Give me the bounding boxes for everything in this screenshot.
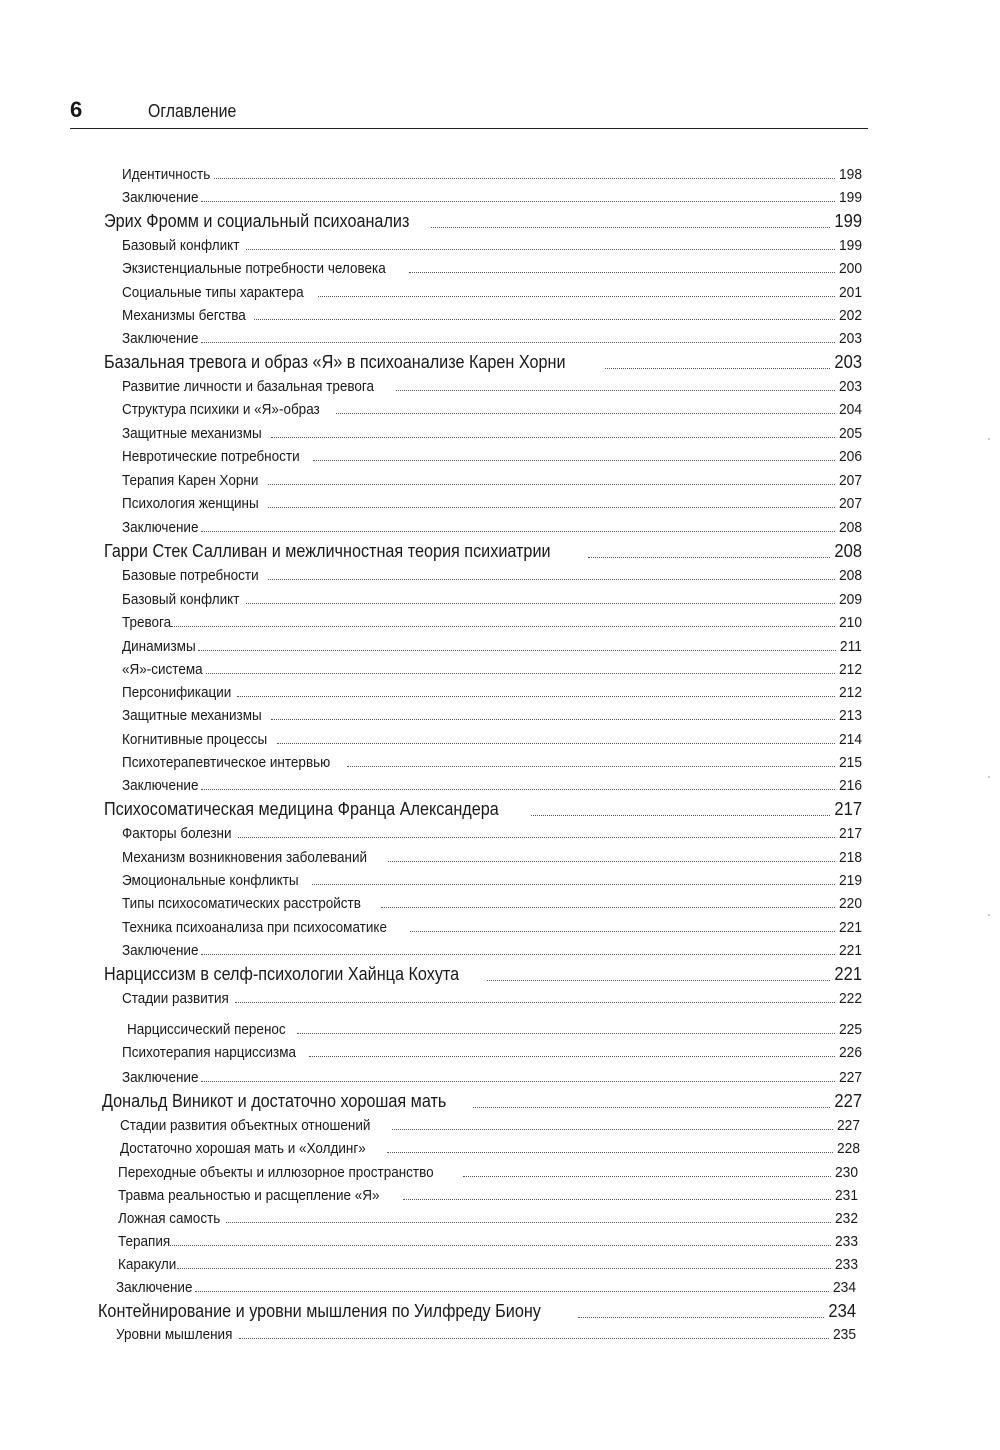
- dot-leader: [336, 413, 835, 414]
- dot-leader: [201, 789, 835, 790]
- toc-entry-title: Базовый конфликт: [122, 236, 240, 254]
- toc-entry-title: Психотерапевтическое интервью: [122, 753, 331, 771]
- dot-leader: [268, 579, 835, 580]
- dot-leader: [201, 201, 835, 202]
- toc-entry-page: 214: [838, 730, 862, 748]
- toc-section: [122, 587, 862, 609]
- dot-leader: [578, 1317, 824, 1318]
- toc-entry-title: Защитные механизмы: [122, 424, 262, 442]
- toc-section: [122, 162, 862, 184]
- toc-entry-title: Техника психоанализа при психосоматике: [122, 918, 387, 936]
- toc-section: [122, 280, 862, 302]
- dot-leader: [410, 931, 835, 932]
- toc-entry-title: Заключение: [122, 776, 199, 794]
- dot-leader: [235, 1002, 835, 1003]
- dot-leader: [268, 507, 835, 508]
- dot-leader: [396, 390, 835, 391]
- dot-leader: [312, 884, 835, 885]
- toc-section: [122, 703, 862, 725]
- toc-section: [127, 1017, 862, 1039]
- toc-entry-title: Заключение: [116, 1278, 193, 1296]
- toc-entry-page: 199: [834, 211, 862, 232]
- scan-speck: [988, 914, 990, 916]
- dot-leader: [318, 296, 835, 297]
- toc-entry-title: Ложная самость: [118, 1209, 221, 1227]
- toc-entry-title: Эмоциональные конфликты: [122, 871, 299, 889]
- toc-section: [122, 1040, 862, 1062]
- scan-speck: [988, 438, 990, 440]
- running-title: Оглавление: [148, 101, 237, 121]
- toc-entry-title: Каракули: [118, 1255, 177, 1273]
- toc-entry-title: Когнитивные процессы: [122, 730, 268, 748]
- toc-entry-page: 216: [838, 776, 862, 794]
- toc-entry-title: Травма реальностью и расщепление «Я»: [118, 1186, 380, 1204]
- toc-section: [122, 727, 862, 749]
- toc-entry-page: 230: [834, 1163, 858, 1181]
- toc-section: [116, 1322, 856, 1344]
- dot-leader: [392, 1129, 833, 1130]
- toc-section: [120, 1136, 860, 1158]
- toc-entry-title: Типы психосоматических расстройств: [122, 894, 361, 912]
- scan-speck: [988, 776, 990, 778]
- toc-entry-title: Переходные объекты и иллюзорное пространство: [118, 1163, 434, 1181]
- dot-leader: [177, 1268, 831, 1269]
- toc-entry-title: Базальная тревога и образ «Я» в психоанализе Карен Хорни: [104, 352, 566, 373]
- toc-entry-page: 217: [838, 824, 862, 842]
- toc-entry-page: 227: [836, 1116, 860, 1134]
- toc-section: [118, 1160, 858, 1182]
- toc-entry-title: Базовые потребности: [122, 566, 259, 584]
- toc-entry-page: 233: [834, 1255, 858, 1273]
- dot-leader: [313, 460, 835, 461]
- toc-entry-page: 207: [838, 494, 862, 512]
- toc-entry-title: Персонификации: [122, 683, 232, 701]
- toc-section: [122, 397, 862, 419]
- toc-entry-title: Терапия: [118, 1232, 171, 1250]
- dot-leader: [268, 484, 835, 485]
- dot-leader: [195, 1291, 829, 1292]
- dot-leader: [277, 743, 835, 744]
- toc-entry-title: Стадии развития объектных отношений: [120, 1116, 371, 1134]
- dot-leader: [431, 227, 830, 228]
- dot-leader: [198, 650, 836, 651]
- dot-leader: [237, 696, 835, 697]
- dot-leader: [605, 368, 830, 369]
- dot-leader: [388, 861, 835, 862]
- toc-entry-title: Защитные механизмы: [122, 706, 262, 724]
- toc-entry-title: Идентичность: [122, 165, 211, 183]
- toc-section: [116, 1275, 856, 1297]
- toc-section: [122, 868, 862, 890]
- toc-entry-page: 209: [838, 590, 862, 608]
- toc-entry-page: 221: [838, 941, 862, 959]
- toc-section: [118, 1206, 858, 1228]
- toc-section: [122, 256, 862, 278]
- toc-entry-title: Гарри Стек Салливан и межличностная теория психиатрии: [104, 541, 551, 562]
- toc-section: [122, 233, 862, 255]
- toc-entry-page: 234: [832, 1278, 856, 1296]
- toc-entry-page: 228: [836, 1139, 860, 1157]
- dot-leader: [201, 954, 835, 955]
- toc-entry-title: Нарциссический перенос: [127, 1020, 286, 1038]
- toc-section: [122, 845, 862, 867]
- dot-leader: [246, 249, 835, 250]
- toc-entry-page: 225: [838, 1020, 862, 1038]
- toc-chapter: [102, 1089, 862, 1113]
- toc-entry-page: 202: [838, 306, 862, 324]
- toc-entry-page: 232: [834, 1209, 858, 1227]
- toc-section: [122, 680, 862, 702]
- dot-leader: [271, 437, 835, 438]
- toc-entry-title: Структура психики и «Я»-образ: [122, 400, 320, 418]
- toc-entry-page: 215: [838, 753, 862, 771]
- toc-section: [122, 1065, 862, 1087]
- toc-entry-page: 203: [838, 377, 862, 395]
- toc-entry-page: 227: [834, 1091, 862, 1112]
- dot-leader: [403, 1199, 831, 1200]
- dot-leader: [254, 319, 835, 320]
- toc-section: [122, 185, 862, 207]
- dot-leader: [201, 342, 835, 343]
- toc-section: [122, 468, 862, 490]
- dot-leader: [226, 1222, 831, 1223]
- toc-entry-title: Динамизмы: [122, 637, 196, 655]
- toc-entry-page: 199: [838, 188, 862, 206]
- toc-section: [118, 1183, 858, 1205]
- toc-entry-page: 227: [838, 1068, 862, 1086]
- toc-section: [122, 773, 862, 795]
- page-number: 6: [70, 97, 83, 122]
- toc-section: [122, 610, 862, 632]
- toc-section: [122, 634, 862, 656]
- toc-entry-page: 203: [834, 352, 862, 373]
- toc-section: [122, 374, 862, 396]
- toc-entry-title: Механизм возникновения заболеваний: [122, 848, 368, 866]
- dot-leader: [387, 1152, 833, 1153]
- toc-entry-page: 217: [834, 799, 862, 820]
- toc-entry-title: Заключение: [122, 1068, 199, 1086]
- toc-entry-page: 222: [838, 989, 862, 1007]
- toc-section: [118, 1229, 858, 1251]
- dot-leader: [246, 603, 835, 604]
- toc-entry-title: Базовый конфликт: [122, 590, 240, 608]
- toc-entry-page: 219: [838, 871, 862, 889]
- toc-entry-title: Нарциссизм в селф-психологии Хайнца Кохута: [104, 964, 460, 985]
- toc-entry-title: Психотерапия нарциссизма: [122, 1043, 297, 1061]
- toc-entry-title: Заключение: [122, 941, 199, 959]
- dot-leader: [239, 1338, 829, 1339]
- toc-entry-page: 201: [838, 283, 862, 301]
- toc-section: [122, 750, 862, 772]
- toc-entry-title: Тревога: [122, 613, 172, 631]
- toc-chapter: [104, 962, 862, 986]
- toc-section: [122, 657, 862, 679]
- toc-entry-title: Невротические потребности: [122, 447, 300, 465]
- dot-leader: [201, 531, 835, 532]
- toc-entry-title: Дональд Виникот и достаточно хорошая мать: [102, 1091, 447, 1112]
- dot-leader: [171, 626, 835, 627]
- toc-entry-page: 211: [839, 637, 862, 655]
- dot-leader: [271, 719, 835, 720]
- toc-entry-page: 205: [838, 424, 862, 442]
- toc-section: [122, 515, 862, 537]
- toc-entry-page: 199: [838, 236, 862, 254]
- toc-entry-page: 221: [838, 918, 862, 936]
- toc-entry-page: 221: [834, 964, 862, 985]
- toc-section: [122, 491, 862, 513]
- toc-entry-title: Эрих Фромм и социальный психоанализ: [104, 211, 410, 232]
- dot-leader: [206, 673, 835, 674]
- toc-section: [122, 444, 862, 466]
- toc-entry-title: Уровни мышления: [116, 1325, 233, 1343]
- toc-section: [120, 1113, 860, 1135]
- toc-section: [122, 891, 862, 913]
- dot-leader: [381, 907, 835, 908]
- toc-entry-page: 231: [834, 1186, 858, 1204]
- toc-entry-title: Экзистенциальные потребности человека: [122, 259, 386, 277]
- toc-entry-page: 207: [838, 471, 862, 489]
- toc-section: [122, 563, 862, 585]
- toc-chapter: [104, 797, 862, 821]
- dot-leader: [463, 1176, 831, 1177]
- toc-entry-title: Психосоматическая медицина Франца Александера: [104, 799, 499, 820]
- toc-section: [122, 938, 862, 960]
- toc-entry-title: Заключение: [122, 329, 199, 347]
- dot-leader: [487, 980, 830, 981]
- toc-entry-title: Терапия Карен Хорни: [122, 471, 259, 489]
- toc-section: [118, 1252, 858, 1274]
- toc-entry-page: 226: [838, 1043, 862, 1061]
- toc-entry-title: Развитие личности и базальная тревога: [122, 377, 375, 395]
- toc-entry-page: 206: [838, 447, 862, 465]
- dot-leader: [170, 1245, 831, 1246]
- toc-entry-title: Факторы болезни: [122, 824, 232, 842]
- toc-section: [122, 421, 862, 443]
- toc-entry-page: 198: [838, 165, 862, 183]
- toc-entry-title: Достаточно хорошая мать и «Холдинг»: [120, 1139, 366, 1157]
- toc-entry-page: 233: [834, 1232, 858, 1250]
- toc-entry-title: Заключение: [122, 518, 199, 536]
- dot-leader: [297, 1033, 835, 1034]
- toc-entry-page: 208: [834, 541, 862, 562]
- dot-leader: [309, 1056, 835, 1057]
- toc-entry-title: Стадии развития: [122, 989, 229, 1007]
- dot-leader: [347, 766, 835, 767]
- toc-entry-page: 208: [838, 518, 862, 536]
- dot-leader: [531, 815, 830, 816]
- toc-section: [122, 303, 862, 325]
- toc-entry-page: 234: [828, 1301, 856, 1322]
- toc-entry-page: 210: [838, 613, 862, 631]
- toc-entry-page: 208: [838, 566, 862, 584]
- toc-entry-page: 203: [838, 329, 862, 347]
- toc-entry-page: 235: [832, 1325, 856, 1343]
- dot-leader: [214, 178, 835, 179]
- toc-entry-page: 212: [838, 683, 862, 701]
- dot-leader: [473, 1107, 830, 1108]
- toc-entry-page: 204: [838, 400, 862, 418]
- toc-section: [122, 915, 862, 937]
- toc-section: [122, 821, 862, 843]
- toc-section: [122, 986, 862, 1008]
- toc-chapter: [104, 350, 862, 374]
- toc-entry-title: Заключение: [122, 188, 199, 206]
- dot-leader: [588, 557, 830, 558]
- toc-chapter: [104, 209, 862, 233]
- toc-entry-title: Социальные типы характера: [122, 283, 304, 301]
- toc-entry-page: 212: [838, 660, 862, 678]
- toc-chapter: [98, 1299, 856, 1323]
- toc-entry-page: 213: [838, 706, 862, 724]
- toc-entry-title: Механизмы бегства: [122, 306, 246, 324]
- toc-entry-title: «Я»-система: [122, 660, 203, 678]
- dot-leader: [238, 837, 835, 838]
- toc-section: [122, 326, 862, 348]
- toc-entry-title: Психология женщины: [122, 494, 259, 512]
- toc-entry-page: 218: [838, 848, 862, 866]
- toc-entry-page: 220: [838, 894, 862, 912]
- dot-leader: [201, 1081, 835, 1082]
- toc-entry-page: 200: [838, 259, 862, 277]
- dot-leader: [409, 272, 835, 273]
- toc-entry-title: Контейнирование и уровни мышления по Уилфреду Биону: [98, 1301, 541, 1322]
- toc-chapter: [104, 539, 862, 563]
